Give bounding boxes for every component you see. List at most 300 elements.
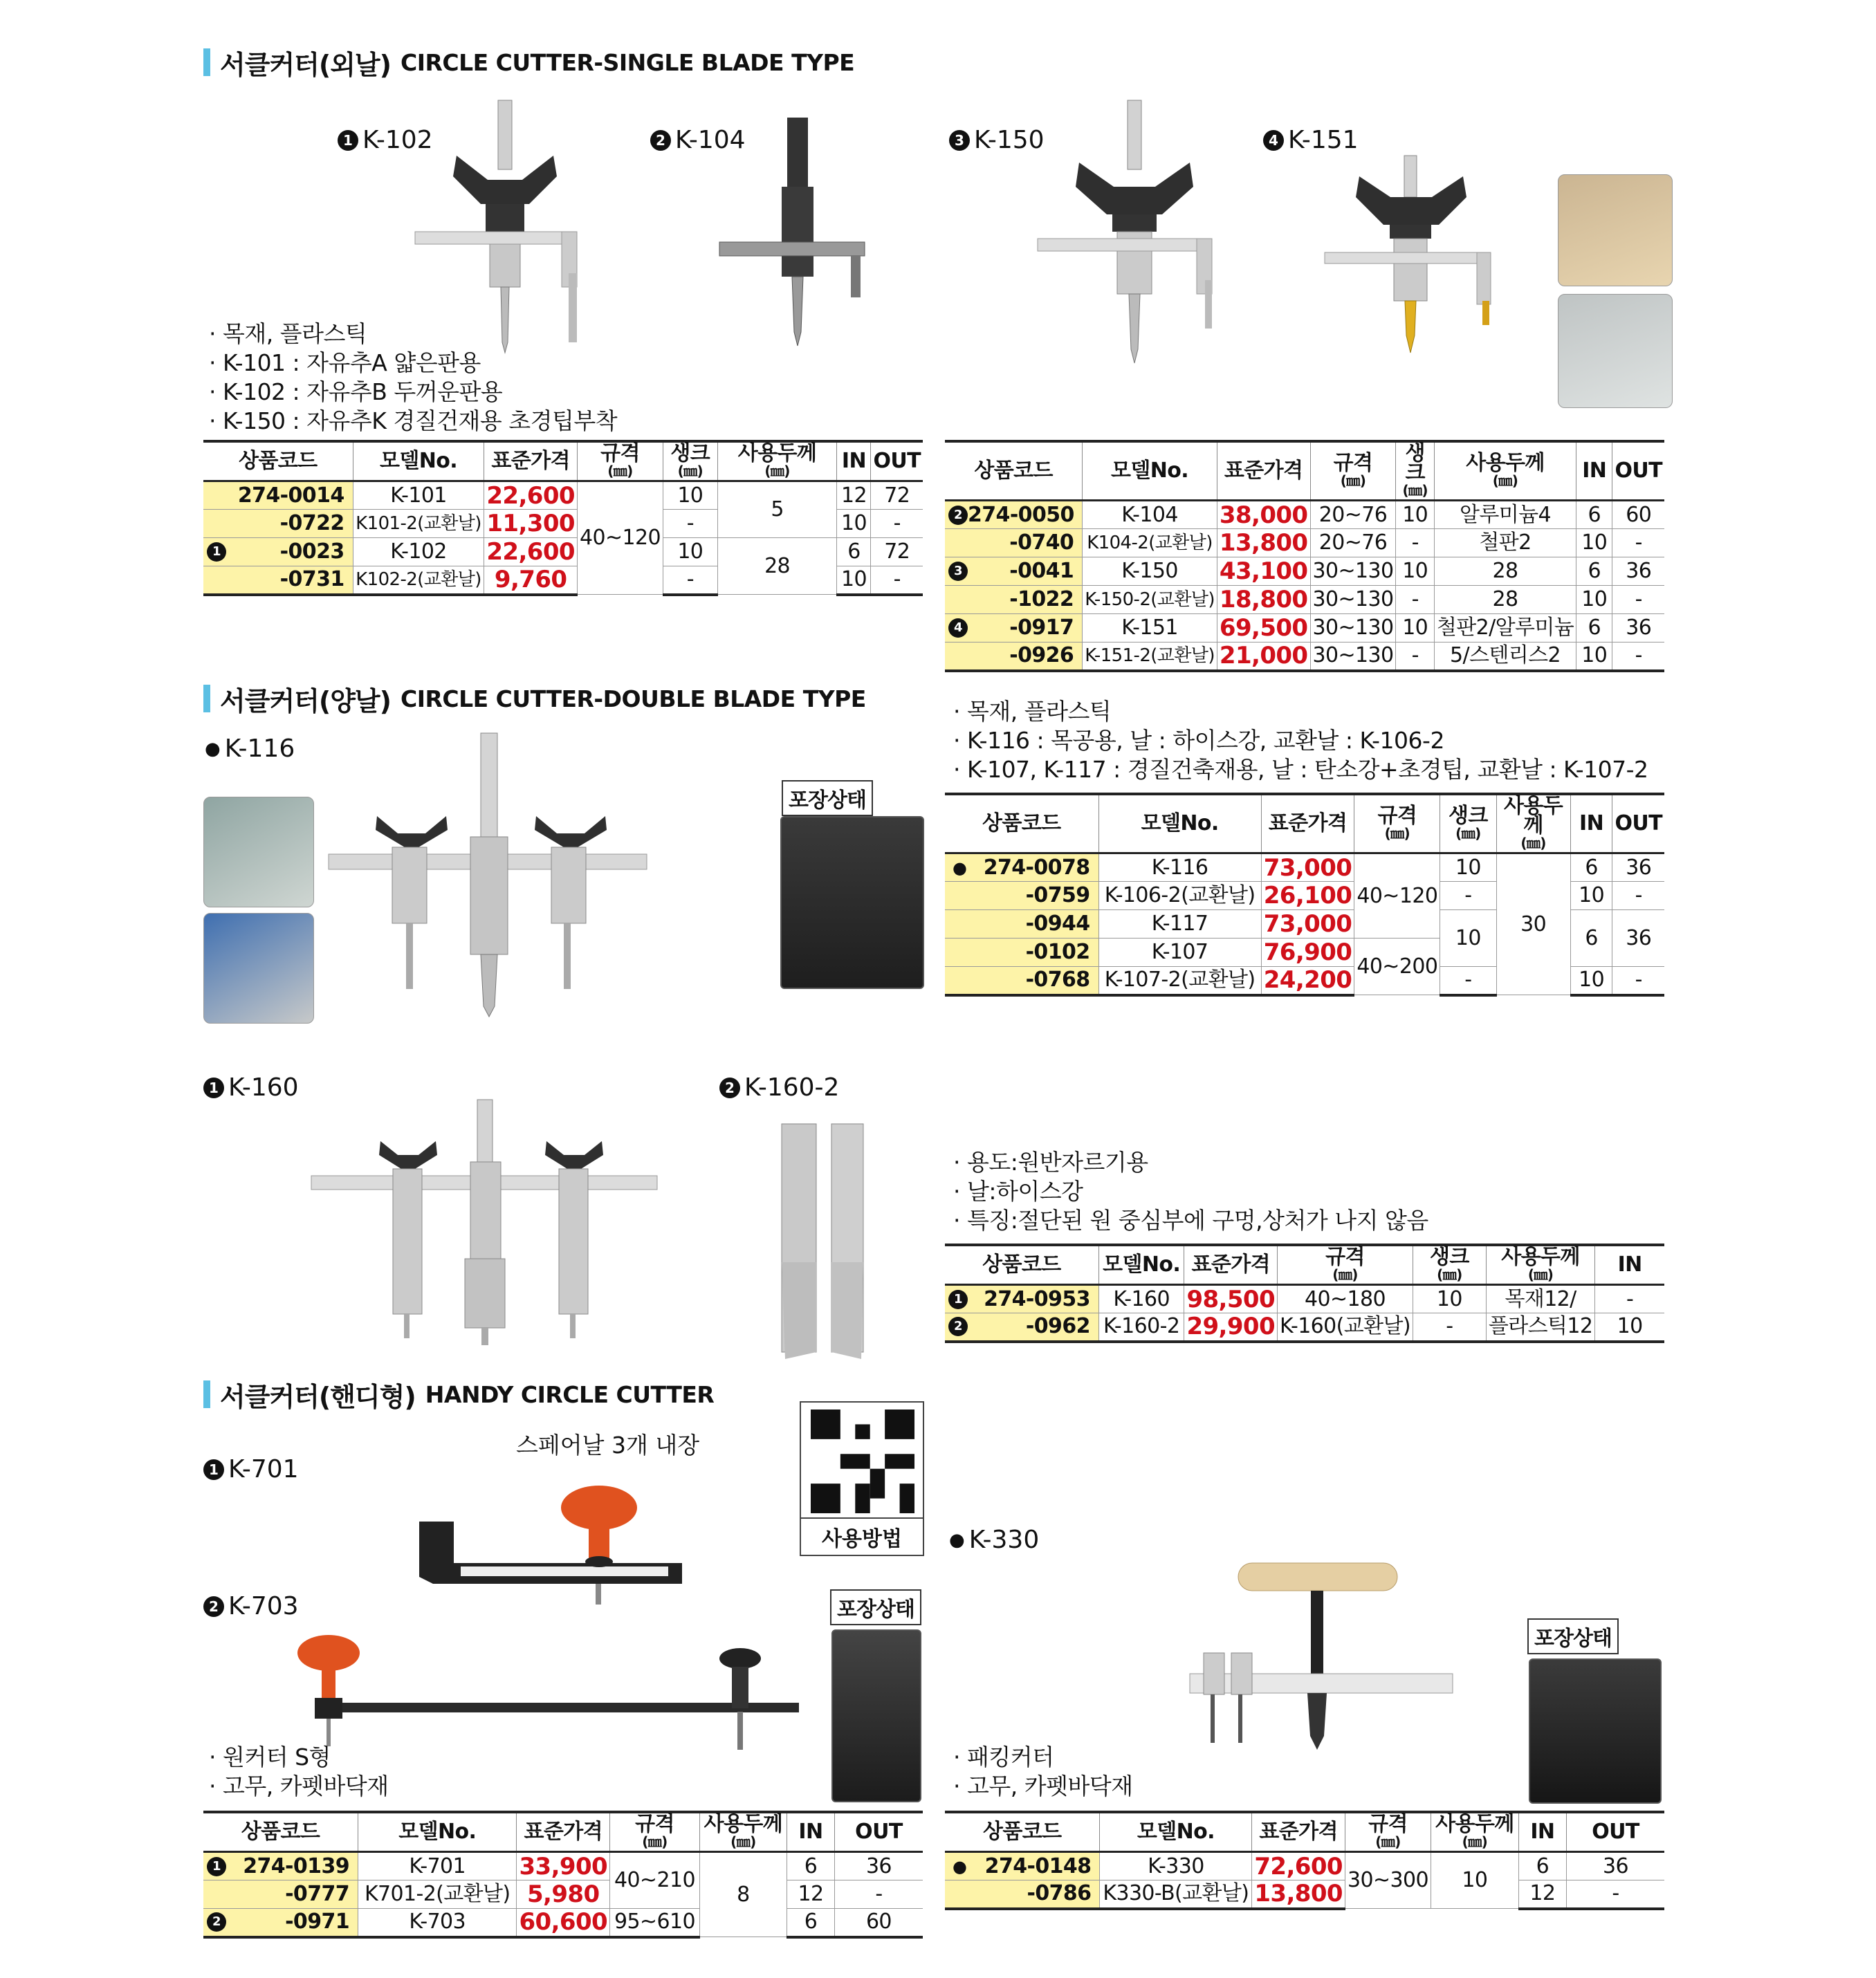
cell-out: -: [1612, 586, 1664, 614]
cell-shank: 10: [1440, 853, 1496, 882]
cell-spec: 40~120: [577, 481, 663, 595]
package-image-k116: [780, 816, 924, 989]
section-title-handy: [203, 1379, 715, 1412]
cell-out: 72: [871, 481, 923, 510]
cell-shank: -: [1413, 1313, 1487, 1342]
k160-product-image: [311, 1100, 664, 1349]
cell-code: [203, 1852, 358, 1880]
unit: (㎜): [730, 1833, 756, 1850]
number-badge: 3: [949, 130, 970, 151]
cell-price: 69,500: [1217, 614, 1310, 643]
header-thick: [717, 441, 837, 481]
cell-price: 72,600: [1252, 1852, 1345, 1880]
note-line: · 용도:원반자르기용: [953, 1148, 1428, 1177]
header-price: 표준가격: [1261, 794, 1354, 853]
label-k703: [203, 1592, 299, 1620]
cell-in: 6: [1576, 614, 1612, 643]
k104-product-image: [712, 118, 879, 353]
cell-price: 24,200: [1261, 967, 1354, 995]
cell-shank: -: [1396, 643, 1434, 671]
cell-in: 6: [1570, 910, 1612, 967]
code-text: 274-0050: [968, 502, 1074, 527]
number-badge: 2: [650, 130, 671, 151]
cell-in: 10: [1576, 529, 1612, 557]
cell-in: 6: [837, 538, 871, 566]
model-label: K-102: [362, 126, 433, 154]
cell-code: [203, 1909, 358, 1937]
k151-product-image: [1318, 156, 1511, 356]
header-shank: [1440, 794, 1496, 853]
unit: (㎜): [1384, 825, 1410, 842]
table-row: [203, 1909, 923, 1937]
title-accent-bar: [203, 1380, 210, 1408]
package-image-k330: [1529, 1658, 1662, 1804]
cell-shank: -: [1396, 529, 1434, 557]
notes-k160: [953, 1148, 1428, 1235]
header-spec: [1310, 441, 1396, 501]
usage-photo-4: [203, 913, 314, 1024]
unit: (㎜): [677, 463, 704, 479]
header-price: 표준가격: [484, 441, 578, 481]
header-price: 표준가격: [1217, 441, 1310, 501]
table-row: [945, 1285, 1664, 1313]
model-label: K-703: [228, 1592, 299, 1620]
cell-thick: 30: [1496, 853, 1570, 995]
note-line: · K-102 : 자유추B 두꺼운판용: [209, 378, 617, 407]
number-badge: 1: [203, 1078, 224, 1098]
code-text: -0023: [279, 539, 344, 564]
header-in: IN: [1570, 794, 1612, 853]
code-text: 274-0139: [243, 1854, 350, 1878]
label-k151: [1263, 126, 1359, 154]
cell-shank: 10: [1396, 557, 1434, 586]
k1602-product-image: [782, 1124, 872, 1359]
header-in: IN: [1595, 1245, 1664, 1285]
cell-in: 6: [787, 1852, 835, 1880]
header-thick-text: 사용두께: [1501, 1245, 1580, 1269]
cell-spec: 30~300: [1345, 1852, 1431, 1909]
cell-spec: K-160(교환날): [1278, 1313, 1413, 1342]
header-model: 모델No.: [358, 1812, 517, 1852]
header-thick: [1496, 794, 1570, 853]
row-number-badge: 1: [207, 542, 226, 562]
model-label: K-160-2: [744, 1073, 840, 1102]
cell-thick: 28: [717, 538, 837, 595]
unit: (㎜): [1340, 472, 1366, 489]
cell-out: 36: [1612, 614, 1664, 643]
header-thick-text: 사용두께: [1466, 451, 1545, 475]
usage-photo-1: [1558, 174, 1673, 286]
unit: (㎜): [1492, 472, 1518, 489]
cell-code: -0759: [945, 882, 1098, 910]
code-text: -0917: [1009, 616, 1074, 640]
title-accent-bar: [203, 48, 210, 76]
model-label: K-701: [228, 1455, 299, 1484]
table-row: [203, 1880, 923, 1909]
label-k116: [205, 734, 295, 763]
table-row: [945, 1313, 1664, 1342]
cell-code: [945, 1313, 1098, 1342]
cell-shank: 10: [663, 538, 717, 566]
unit: (㎜): [1462, 1833, 1488, 1850]
cell-code: -0768: [945, 967, 1098, 995]
cell-model: K-160-2: [1098, 1313, 1184, 1342]
cell-in: 12: [1518, 1880, 1566, 1909]
note-line: · K-116 : 목공용, 날 : 하이스강, 교환날 : K-106-2: [953, 726, 1648, 755]
header-spec: [1354, 794, 1440, 853]
unit: (㎜): [607, 463, 633, 479]
code-text: 274-0953: [984, 1286, 1090, 1311]
header-thick: [1431, 1812, 1518, 1852]
cell-price: 76,900: [1261, 939, 1354, 967]
cell-thick: 목재12/: [1486, 1285, 1595, 1313]
note-line: · 고무, 카펫바닥재: [209, 1772, 389, 1801]
cell-code: 274-0014: [203, 481, 353, 510]
number-badge: 2: [719, 1078, 740, 1098]
cell-code: [945, 1285, 1098, 1313]
table-row: [203, 538, 923, 566]
cell-out: 60: [834, 1909, 923, 1937]
cell-in: 6: [1576, 557, 1612, 586]
row-number-badge: 1: [948, 1290, 968, 1309]
label-k160: [203, 1073, 299, 1102]
title-accent-bar: [203, 685, 210, 712]
row-number-badge: 1: [207, 1857, 226, 1876]
unit: (㎜): [1332, 1266, 1358, 1283]
header-in: IN: [837, 441, 871, 481]
header-code: 상품코드: [945, 794, 1098, 853]
note-line: · 목재, 플라스틱: [953, 697, 1648, 726]
cell-thick: 28: [1434, 586, 1576, 614]
header-model: 모델No.: [353, 441, 484, 481]
cell-model: K-116: [1098, 853, 1261, 882]
cell-shank: 10: [1396, 501, 1434, 529]
row-number-badge: 2: [948, 1317, 968, 1336]
cell-model: K104-2(교환날): [1083, 529, 1217, 557]
cell-model: K-101: [353, 481, 484, 510]
cell-thick: 철판2/알루미늄: [1434, 614, 1576, 643]
table-row: [945, 557, 1664, 586]
cell-shank: 10: [663, 481, 717, 510]
k703-product-image: [291, 1632, 802, 1757]
unit: (㎜): [642, 1833, 668, 1850]
section-title-ko: 서클커터(양날): [220, 685, 391, 717]
cell-code: -1022: [945, 586, 1083, 614]
number-badge: 1: [338, 130, 358, 151]
cell-spec: 30~130: [1310, 614, 1396, 643]
cell-price: 9,760: [484, 566, 578, 595]
header-code: 상품코드: [945, 1812, 1100, 1852]
table-k160: [945, 1244, 1664, 1343]
note-line: · 원커터 S형: [209, 1743, 389, 1772]
table-row: [945, 643, 1664, 671]
row-number-badge: 2: [948, 506, 968, 525]
cell-out: -: [871, 510, 923, 538]
unit: (㎜): [1455, 825, 1481, 842]
cell-spec: 30~130: [1310, 557, 1396, 586]
k116-product-image: [329, 733, 654, 1024]
cell-code: -0731: [203, 566, 353, 595]
cell-price: 5,980: [517, 1880, 610, 1909]
cell-price: 73,000: [1261, 910, 1354, 939]
header-model: 모델No.: [1098, 794, 1261, 853]
table-row: [945, 529, 1664, 557]
header-shank-text: 생크: [1430, 1245, 1469, 1269]
note-line: · 특징:절단된 원 중심부에 구멍,상처가 나지 않음: [953, 1206, 1428, 1235]
package-badge-k330: 포장상태: [1527, 1618, 1619, 1654]
cell-in: 10: [837, 510, 871, 538]
cell-spec: 40~120: [1354, 853, 1440, 939]
header-in: IN: [787, 1812, 835, 1852]
cell-model: K-701: [358, 1852, 517, 1880]
notes-single: [209, 320, 617, 436]
unit: (㎜): [1402, 482, 1428, 499]
model-label: K-160: [228, 1073, 299, 1102]
header-thick: [1434, 441, 1576, 501]
model-label: K-150: [974, 126, 1045, 154]
cell-model: K-160: [1098, 1285, 1184, 1313]
header-out: OUT: [834, 1812, 923, 1852]
code-text: 274-0148: [984, 1854, 1092, 1878]
note-line: · K-107, K-117 : 경질건축재용, 날 : 탄소강+초경팁, 교환날 : K-107-2: [953, 755, 1648, 784]
header-spec: [577, 441, 663, 481]
notes-k330: [953, 1743, 1133, 1801]
cell-code: [945, 614, 1083, 643]
cell-thick: 플라스틱12: [1486, 1313, 1595, 1342]
row-dot: ●: [953, 858, 967, 878]
cell-in: 6: [1576, 501, 1612, 529]
cell-price: 60,600: [517, 1909, 610, 1937]
cell-code: [945, 853, 1098, 882]
cell-code: -0722: [203, 510, 353, 538]
cell-shank: 10: [1440, 910, 1496, 967]
usage-photo-3: [203, 797, 314, 907]
cell-model: K-117: [1098, 910, 1261, 939]
header-model: 모델No.: [1083, 441, 1217, 501]
code-text: -0962: [1025, 1314, 1090, 1339]
cell-model: K-151-2(교환날): [1083, 643, 1217, 671]
cell-code: -0777: [203, 1880, 358, 1909]
cell-model: K-330: [1100, 1852, 1252, 1880]
header-price: 표준가격: [1252, 1812, 1345, 1852]
cell-out: 36: [1566, 1852, 1664, 1880]
table-row: [945, 1880, 1664, 1909]
label-k1602: [719, 1073, 839, 1102]
cell-thick: 알루미늄4: [1434, 501, 1576, 529]
table-single-right: [945, 440, 1664, 672]
header-spec-text: 규격: [635, 1812, 674, 1836]
cell-price: 43,100: [1217, 557, 1310, 586]
cell-spec: 20~76: [1310, 501, 1396, 529]
k330-product-image: [1190, 1556, 1460, 1764]
cell-model: K-150: [1083, 557, 1217, 586]
cell-model: K-107-2(교환날): [1098, 967, 1261, 995]
cell-in: 10: [1595, 1313, 1664, 1342]
qr-icon: [809, 1409, 916, 1513]
notes-k701: [209, 1743, 389, 1801]
cell-price: 18,800: [1217, 586, 1310, 614]
cell-code: -0786: [945, 1880, 1100, 1909]
header-spec: [1278, 1245, 1413, 1285]
header-thick: [1486, 1245, 1595, 1285]
cell-in: 6: [1518, 1852, 1566, 1880]
section-title-en: CIRCLE CUTTER-DOUBLE BLADE TYPE: [400, 685, 866, 712]
section-title-double: [203, 683, 866, 717]
header-spec-text: 규격: [600, 441, 640, 465]
number-badge: 2: [203, 1596, 224, 1617]
model-label: K-104: [675, 126, 746, 154]
header-out: OUT: [1566, 1812, 1664, 1852]
unit: (㎜): [1527, 1266, 1554, 1283]
section-title-en: CIRCLE CUTTER-SINGLE BLADE TYPE: [400, 48, 855, 76]
cell-price: 26,100: [1261, 882, 1354, 910]
header-thick-text: 사용두께: [737, 441, 817, 465]
cell-shank: -: [1396, 586, 1434, 614]
cell-model: K101-2(교환날): [353, 510, 484, 538]
cell-in: 6: [1570, 853, 1612, 882]
cell-out: 72: [871, 538, 923, 566]
cell-model: K-104: [1083, 501, 1217, 529]
note-line: · K-150 : 자유추K 경질건재용 초경팁부착: [209, 407, 617, 436]
header-price: 표준가격: [1184, 1245, 1278, 1285]
header-out: OUT: [871, 441, 923, 481]
cell-in: 10: [1576, 586, 1612, 614]
cell-out: 36: [1612, 557, 1664, 586]
model-label: K-151: [1288, 126, 1359, 154]
cell-model: K330-B(교환날): [1100, 1880, 1252, 1909]
cell-spec: 40~180: [1278, 1285, 1413, 1313]
cell-out: -: [1612, 882, 1664, 910]
cell-out: 36: [1612, 910, 1664, 967]
cell-out: 60: [1612, 501, 1664, 529]
cell-thick: 철판2: [1434, 529, 1576, 557]
cell-price: 13,800: [1252, 1880, 1345, 1909]
cell-thick: 5/스텐리스2: [1434, 643, 1576, 671]
table-k330: [945, 1811, 1664, 1910]
table-row: [203, 481, 923, 510]
cell-out: -: [1612, 529, 1664, 557]
table-single-left: [203, 440, 923, 596]
header-code: 상품코드: [203, 441, 353, 481]
header-spec-text: 규격: [1325, 1245, 1365, 1269]
cell-price: 22,600: [484, 481, 578, 510]
k150-product-image: [1031, 100, 1231, 367]
header-thick-text: 사용두께: [1504, 794, 1563, 838]
table-k701: [203, 1811, 923, 1939]
number-badge: 4: [1263, 130, 1284, 151]
cell-code: [945, 1852, 1100, 1880]
cell-shank: -: [1440, 967, 1496, 995]
cell-in: 10: [1576, 643, 1612, 671]
cell-out: -: [1612, 967, 1664, 995]
model-label: K-330: [968, 1526, 1040, 1554]
header-out: OUT: [1612, 794, 1664, 853]
cell-price: 13,800: [1217, 529, 1310, 557]
label-spare: 스페어날 3개 내장: [516, 1432, 700, 1459]
cell-code: [945, 557, 1083, 586]
header-price: 표준가격: [517, 1812, 610, 1852]
table-row: [945, 614, 1664, 643]
note-line: · 패킹커터: [953, 1743, 1133, 1772]
qr-caption: 사용방법: [801, 1517, 923, 1552]
header-shank-text: 생크: [1405, 441, 1425, 485]
cell-code: -0102: [945, 939, 1098, 967]
cell-thick: 5: [717, 481, 837, 538]
qr-code: [800, 1401, 924, 1556]
cell-model: K-151: [1083, 614, 1217, 643]
row-number-badge: 2: [207, 1912, 226, 1932]
note-line: · 고무, 카펫바닥재: [953, 1772, 1133, 1801]
header-model: 모델No.: [1098, 1245, 1184, 1285]
header-code: 상품코드: [945, 441, 1083, 501]
label-k701: [203, 1455, 299, 1484]
cell-in: 10: [1570, 967, 1612, 995]
note-line: · 날:하이스강: [953, 1177, 1428, 1206]
cell-price: 29,900: [1184, 1313, 1278, 1342]
table-row: [203, 1852, 923, 1880]
row-number-badge: 3: [948, 562, 968, 581]
cell-shank: -: [1440, 882, 1496, 910]
note-line: · 목재, 플라스틱: [209, 320, 617, 349]
header-in: IN: [1518, 1812, 1566, 1852]
header-spec-text: 규격: [1377, 804, 1417, 828]
cell-in: 10: [837, 566, 871, 595]
cell-model: K102-2(교환날): [353, 566, 484, 595]
cell-code: -0944: [945, 910, 1098, 939]
cell-out: 36: [1612, 853, 1664, 882]
header-shank: [663, 441, 717, 481]
usage-photo-2: [1558, 294, 1673, 408]
table-row: [945, 1852, 1664, 1880]
cell-spec: 40~210: [610, 1852, 700, 1909]
cell-price: 98,500: [1184, 1285, 1278, 1313]
cell-code: -0926: [945, 643, 1083, 671]
section-title-ko: 서클커터(핸디형): [220, 1381, 416, 1412]
section-title-en: HANDY CIRCLE CUTTER: [425, 1380, 715, 1408]
header-code: 상품코드: [203, 1812, 358, 1852]
cell-out: -: [1566, 1880, 1664, 1909]
header-spec-text: 규격: [1368, 1812, 1408, 1836]
cell-in: 10: [1570, 882, 1612, 910]
note-line: · K-101 : 자유추A 얇은판용: [209, 349, 617, 378]
cell-code: [203, 538, 353, 566]
bullet-dot: ●: [949, 1529, 965, 1551]
cell-spec: 40~200: [1354, 939, 1440, 995]
cell-model: K-106-2(교환날): [1098, 882, 1261, 910]
cell-spec: 30~130: [1310, 586, 1396, 614]
package-image-k701: [831, 1629, 921, 1802]
label-k330: [949, 1526, 1039, 1554]
cell-spec: 20~76: [1310, 529, 1396, 557]
label-k150: [949, 126, 1045, 154]
cell-price: 22,600: [484, 538, 578, 566]
header-thick-text: 사용두께: [1435, 1812, 1514, 1836]
section-title-single: [203, 47, 855, 80]
section-title-ko: 서클커터(외날): [220, 49, 391, 80]
cell-thick: 10: [1431, 1852, 1518, 1909]
unit: (㎜): [1520, 835, 1546, 851]
header-in: IN: [1576, 441, 1612, 501]
code-text: -0971: [285, 1910, 350, 1934]
unit: (㎜): [1375, 1833, 1401, 1850]
cell-model: K-107: [1098, 939, 1261, 967]
cell-thick: 8: [699, 1852, 787, 1937]
number-badge: 1: [203, 1459, 224, 1480]
cell-price: 11,300: [484, 510, 578, 538]
cell-model: K-703: [358, 1909, 517, 1937]
row-dot: ●: [953, 1856, 967, 1876]
cell-model: K701-2(교환날): [358, 1880, 517, 1909]
